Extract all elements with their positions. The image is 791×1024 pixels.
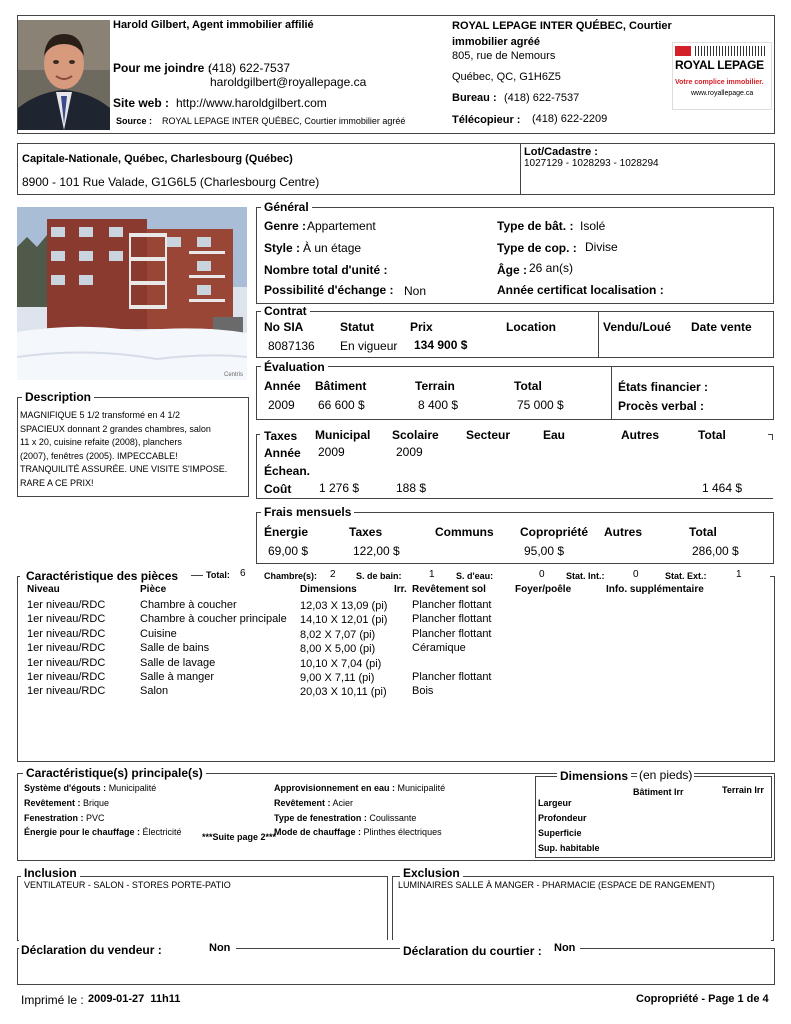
declaration-vendeur-value: Non (209, 942, 231, 954)
pieces-header-info: Info. supplémentaire (606, 584, 704, 595)
feature-value: Municipalité (108, 783, 157, 793)
property-photo (17, 207, 247, 380)
feature-value: PVC (86, 812, 105, 823)
taxes-annee-scolaire: 2009 (396, 445, 423, 459)
echange-label: Possibilité d'échange : (264, 283, 394, 297)
feature-value: Acier (332, 797, 354, 808)
table-row: Céramique (412, 642, 466, 655)
table-row: 8,00 X 5,00 (pi) (300, 643, 376, 656)
pieces-chambres-label: Chambre(s): (264, 571, 318, 581)
frais-copro: 95,00 $ (524, 544, 565, 558)
contrat-header-location: Location (506, 320, 556, 334)
feature-item (24, 781, 182, 796)
table-row: 1er niveau/RDC (27, 642, 106, 655)
taxes-cout-municipal: 1 276 $ (319, 481, 360, 495)
frais-header-total: Total (689, 525, 717, 539)
page-indicator: Copropriété - Page 1 de 4 (636, 993, 769, 1005)
prix-value: 134 900 $ (414, 338, 468, 352)
feature-item (274, 796, 445, 811)
royal-lepage-logo (672, 42, 772, 110)
feature-label: Mode de chauffage : (274, 827, 362, 838)
feature-label: Type de fenestration : (274, 812, 367, 823)
echange-value: Non (404, 284, 427, 298)
table-row: 1er niveau/RDC (27, 685, 106, 698)
fax-number: (418) 622-2209 (532, 113, 608, 125)
table-row: 1er niveau/RDC (27, 656, 106, 669)
pieces-col-sol (412, 598, 492, 699)
photo-watermark: Centris (223, 372, 243, 378)
property-address: 8900 - 101 Rue Valade, G1G6L5 (Charlesbourg Centre) (22, 175, 320, 189)
agency-name-2: immobilier agréé (452, 36, 541, 48)
frais-title: Frais mensuels (261, 505, 354, 519)
logo-red-block (675, 46, 691, 56)
feature-value: Électricité (142, 827, 182, 838)
description-title: Description (22, 390, 94, 404)
description-text (20, 409, 227, 491)
taxes-header-total: Total (698, 428, 726, 442)
frais-header-autres: Autres (604, 525, 643, 539)
table-row: 9,00 X 7,11 (pi) (300, 672, 375, 685)
lot-label: Lot/Cadastre : (524, 146, 598, 158)
contrat-header-sia: No SIA (264, 320, 304, 334)
declaration-courtier-value: Non (554, 942, 576, 954)
frais-header-communs: Communs (435, 525, 494, 539)
type-bat-label: Type de bât. : (497, 219, 574, 233)
inclusion-title: Inclusion (21, 866, 80, 880)
pieces-box (17, 576, 775, 762)
etats-financier-label: États financier : (618, 380, 709, 394)
agent-email[interactable]: haroldgilbert@royallepage.ca (210, 75, 367, 89)
agent-site-link[interactable]: http://www.haroldgilbert.com (176, 96, 327, 110)
taxes-annee-municipal: 2009 (318, 445, 345, 459)
declarations-rule-2 (580, 948, 773, 949)
pieces-statext: 1 (736, 569, 742, 580)
table-row: Plancher flottant (412, 613, 492, 626)
table-row: 14,10 X 12,01 (pi) (300, 614, 388, 627)
pieces-title: Caractéristique des pièces (26, 569, 179, 583)
evaluation-divider (611, 366, 612, 419)
evaluation-title: Évaluation (261, 360, 328, 374)
age-value: 26 an(s) (529, 261, 574, 275)
logo-text: ROYAL LEPAGE (675, 58, 764, 72)
dimensions-row: Sup. habitable (538, 843, 600, 853)
principales-right (274, 781, 445, 840)
pieces-col-piece (140, 598, 287, 699)
description-line: 11 x 20, cuisine refaite (2008), planchers (20, 437, 182, 448)
pieces-statext-label: Stat. Ext.: (665, 571, 707, 581)
taxes-header-secteur: Secteur (466, 428, 511, 442)
logo-bars (695, 46, 767, 56)
feature-item (24, 811, 182, 826)
frais-taxes: 122,00 $ (353, 544, 400, 558)
frais-header-energie: Énergie (264, 525, 309, 539)
proces-verbal-label: Procès verbal : (618, 399, 705, 413)
taxes-cout-scolaire: 188 $ (396, 481, 427, 495)
contrat-header-vendu: Vendu/Loué (603, 320, 672, 334)
genre-label: Genre : (264, 219, 307, 233)
exclusion-title: Exclusion (400, 866, 463, 880)
suite-page-2: ***Suite page 2*** (202, 832, 277, 842)
eval-header-annee: Année (264, 379, 301, 393)
contrat-title: Contrat (261, 304, 310, 318)
sia-value: 8087136 (268, 339, 315, 353)
table-row: Plancher flottant (412, 670, 492, 683)
age-label: Âge : (497, 263, 527, 277)
pieces-col-niveau (27, 598, 105, 699)
taxes-right-edge (772, 434, 773, 440)
feature-label: Système d'égouts : (24, 783, 107, 793)
dimensions-col-terrain: Terrain Irr (722, 785, 764, 795)
eval-batiment: 66 600 $ (318, 398, 365, 412)
frais-header-copro: Copropriété (520, 525, 589, 539)
table-row: 1er niveau/RDC (27, 671, 106, 684)
table-row: Chambre à coucher principale (140, 613, 287, 626)
eval-terrain: 8 400 $ (418, 398, 459, 412)
type-bat-value: Isolé (580, 219, 606, 233)
agent-phone: (418) 622-7537 (208, 61, 291, 75)
table-row: 1er niveau/RDC (27, 613, 106, 626)
dimensions-row: Profondeur (538, 813, 587, 823)
table-row: 1er niveau/RDC (27, 627, 106, 640)
table-row: Plancher flottant (412, 599, 492, 611)
table-row: 20,03 X 10,11 (pi) (300, 686, 387, 699)
declaration-courtier-label: Déclaration du courtier : (403, 944, 542, 958)
table-row: Bois (412, 685, 434, 698)
pieces-title-rule (191, 575, 203, 576)
pieces-sdb-label: S. de bain: (356, 571, 402, 581)
dimensions-rows (538, 796, 600, 856)
style-value: À un étage (303, 241, 362, 255)
feature-label: Approvisionnement en eau : (274, 783, 396, 793)
pieces-sdb: 1 (429, 569, 435, 580)
description-line: RARE A CE PRIX! (20, 477, 94, 488)
pieces-total: 6 (240, 568, 246, 579)
contrat-header-date: Date vente (691, 320, 752, 334)
table-row: Salle de lavage (140, 656, 216, 669)
taxes-header-taxes: Taxes (264, 429, 298, 443)
feature-label: Fenestration : (24, 812, 84, 823)
genre-value: Appartement (307, 219, 376, 233)
logo-url: www.royallepage.ca (691, 90, 754, 97)
description-line: TRANQUILITÉ ASSURÉE. UNE VISITE S'IMPOSE. (20, 464, 228, 475)
principales-title: Caractéristique(s) principale(s) (23, 766, 206, 780)
agency-address-1: 805, rue de Nemours (452, 50, 556, 62)
taxes-header-scolaire: Scolaire (392, 428, 439, 442)
pieces-total-label: Total: (206, 570, 230, 580)
taxes-rule-bottom (256, 498, 773, 499)
eval-header-batiment: Bâtiment (315, 379, 367, 393)
exclusion-text: LUMINAIRES SALLE À MANGER - PHARMACIE (ESPACE DE RANGEMENT) (398, 880, 715, 890)
feature-item (274, 825, 445, 840)
agency-address-2: Québec, QC, G1H6Z5 (452, 71, 561, 83)
contrat-header-statut: Statut (340, 320, 374, 334)
table-row: 8,02 X 7,07 (pi) (300, 628, 376, 641)
nb-unites-label: Nombre total d'unité : (264, 263, 388, 277)
feature-value: Municipalité (397, 783, 446, 793)
description-line: (2007), fenêtres (2005). IMPECCABLE! (20, 450, 178, 461)
taxes-cout-label: Coût (264, 482, 292, 496)
taxes-header-autres: Autres (621, 428, 660, 442)
table-row: Plancher flottant (412, 627, 492, 640)
feature-value: Brique (83, 797, 110, 808)
pieces-seau: 0 (539, 569, 545, 580)
eval-header-terrain: Terrain (415, 379, 455, 393)
source-value: ROYAL LEPAGE INTER QUÉBEC, Courtier immobilier agréé (162, 116, 406, 126)
eval-header-total: Total (514, 379, 542, 393)
frais-header-taxes: Taxes (349, 525, 383, 539)
feature-item (274, 781, 445, 796)
feature-label: Revêtement : (24, 797, 81, 808)
pieces-header-piece: Pièce (140, 584, 167, 595)
office-label: Bureau : (452, 92, 497, 104)
taxes-echean-label: Échean. (264, 464, 311, 478)
pieces-statint-label: Stat. Int.: (566, 571, 605, 581)
taxes-header-eau: Eau (543, 428, 566, 442)
dimensions-title: Dimensions (557, 769, 631, 783)
dimensions-col-batiment: Bâtiment Irr (633, 787, 684, 797)
agency-name-1: ROYAL LEPAGE INTER QUÉBEC, Courtier (452, 20, 672, 32)
pieces-header-irr: Irr. (394, 584, 407, 595)
pieces-col-dimensions (300, 599, 387, 700)
taxes-left-edge (256, 434, 257, 499)
office-phone: (418) 622-7537 (504, 92, 580, 104)
table-row: Chambre à coucher (140, 599, 237, 611)
pieces-chambres: 2 (330, 569, 336, 580)
agent-name: Harold Gilbert, Agent immobilier affilié (113, 19, 314, 31)
feature-item (274, 811, 445, 826)
feature-value: Plinthes électriques (363, 827, 442, 838)
pieces-header-niveau: Niveau (27, 584, 60, 595)
table-row: Salon (140, 685, 169, 698)
table-row: Salle de bains (140, 642, 210, 655)
table-row (412, 656, 492, 670)
table-row: Cuisine (140, 627, 177, 640)
contact-label: Pour me joindre : (113, 61, 212, 75)
dimensions-row: Superficie (538, 828, 582, 838)
style-label: Style : (264, 241, 301, 255)
type-cop-label: Type de cop. : (497, 241, 577, 255)
contrat-box (256, 311, 774, 358)
location-divider (520, 143, 521, 194)
pieces-statint: 0 (633, 569, 639, 580)
contrat-divider (598, 311, 599, 357)
type-cop-value: Divise (585, 240, 618, 254)
feature-value: Coulissante (369, 812, 417, 823)
eval-annee: 2009 (268, 398, 295, 412)
taxes-annee-label: Année (264, 446, 301, 460)
declarations-rule-1 (236, 948, 400, 949)
frais-total: 286,00 $ (692, 544, 739, 558)
contrat-header-prix: Prix (410, 320, 433, 334)
table-row: 12,03 X 13,09 (pi) (300, 600, 388, 612)
printed-date: 2009-01-27 11h11 (88, 993, 181, 1005)
certificat-label: Année certificat localisation : (497, 283, 664, 297)
printed-label: Imprimé le : (21, 993, 84, 1007)
dimensions-unit: (en pieds) (639, 768, 693, 782)
table-row: 10,10 X 7,04 (pi) (300, 657, 382, 670)
dimensions-row: Largeur (538, 798, 572, 808)
inclusion-text: VENTILATEUR - SALON - STORES PORTE-PATIO (24, 880, 231, 890)
taxes-header-municipal: Municipal (315, 428, 371, 442)
description-line: SPACIEUX donnant 2 grandes chambres, salon (20, 423, 211, 434)
general-title: Général (261, 200, 312, 214)
feature-label: Revêtement : (274, 797, 331, 808)
pieces-header-foyer: Foyer/poêle (515, 584, 572, 595)
pieces-seau-label: S. d'eau: (456, 571, 494, 581)
feature-label: Énergie pour le chauffage : (24, 827, 141, 838)
pieces-header-sol: Revêtement sol (412, 584, 486, 595)
table-row: 1er niveau/RDC (27, 599, 106, 611)
fax-label: Télécopieur : (452, 114, 521, 126)
declaration-vendeur-label: Déclaration du vendeur : (21, 943, 162, 957)
taxes-cout-total: 1 464 $ (702, 481, 743, 495)
lot-value: 1027129 - 1028293 - 1028294 (524, 158, 659, 169)
principales-left (24, 781, 182, 840)
site-label: Site web : (113, 96, 170, 110)
pieces-header-dimensions: Dimensions (300, 584, 357, 595)
logo-tagline: Votre complice immobilier. (675, 79, 764, 86)
feature-item (24, 825, 182, 840)
region-title: Capitale-Nationale, Québec, Charlesbourg (Québec) (22, 153, 293, 165)
source-label: Source : (116, 116, 153, 126)
feature-item (24, 796, 182, 811)
agent-photo (18, 20, 110, 130)
frais-energie: 69,00 $ (268, 544, 309, 558)
statut-value: En vigueur (340, 339, 398, 353)
eval-total: 75 000 $ (517, 398, 564, 412)
description-line: MAGNIFIQUE 5 1/2 transformé en 4 1/2 (20, 410, 181, 420)
table-row: Salle à manger (140, 671, 214, 684)
